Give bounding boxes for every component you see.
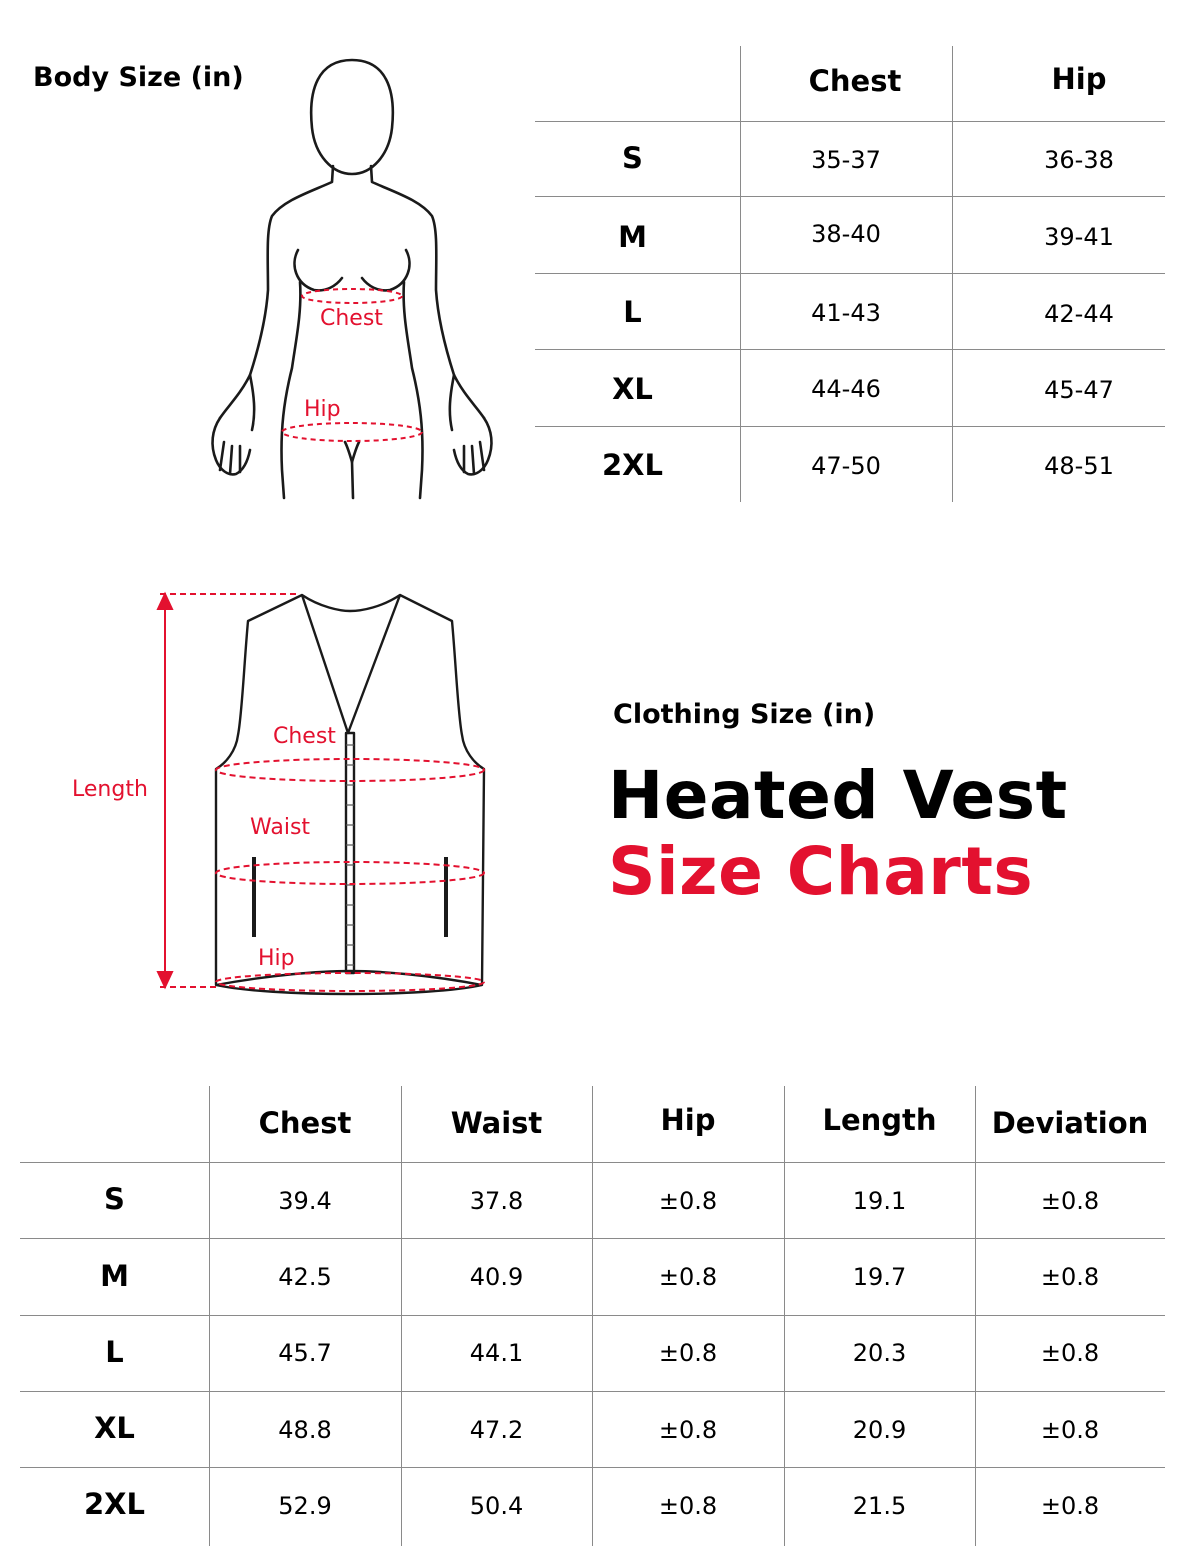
body-figure — [200, 50, 510, 505]
body-cell-chest: 38-40 — [811, 220, 881, 248]
vest-waist-label: Waist — [250, 815, 311, 840]
cloth-cell-hip: ±0.8 — [658, 1416, 718, 1444]
cloth-cell-waist: 44.1 — [469, 1339, 524, 1367]
cloth-row-size: L — [105, 1335, 124, 1369]
cloth-cell-waist: 40.9 — [469, 1263, 524, 1291]
cloth-cell-length: 19.7 — [852, 1263, 907, 1291]
cloth-cell-deviation: ±0.8 — [1040, 1492, 1100, 1520]
cloth-cell-chest: 48.8 — [278, 1416, 332, 1444]
body-cell-chest: 35-37 — [811, 146, 881, 174]
body-row-size: XL — [612, 372, 653, 406]
cloth-cell-deviation: ±0.8 — [1040, 1416, 1100, 1444]
body-cell-hip: 48-51 — [1044, 452, 1114, 480]
cloth-row-size: S — [104, 1182, 125, 1216]
heading-size-charts: Size Charts — [608, 833, 1034, 910]
cloth-cell-chest: 42.5 — [278, 1263, 332, 1291]
cloth-row-size: 2XL — [83, 1487, 146, 1521]
cloth-cell-chest: 39.4 — [278, 1187, 332, 1215]
body-col-chest: Chest — [808, 64, 902, 98]
body-cell-chest: 47-50 — [811, 452, 881, 480]
cloth-col-deviation: Deviation — [991, 1106, 1149, 1140]
cloth-cell-chest: 45.7 — [278, 1339, 332, 1367]
body-cell-chest: 41-43 — [811, 299, 881, 327]
vest-figure — [150, 585, 495, 1005]
cloth-cell-deviation: ±0.8 — [1040, 1263, 1100, 1291]
cloth-cell-deviation: ±0.8 — [1040, 1339, 1100, 1367]
cloth-cell-length: 20.3 — [852, 1339, 907, 1367]
body-cell-hip: 39-41 — [1044, 223, 1114, 251]
heading-heated-vest: Heated Vest — [608, 757, 1068, 834]
cloth-col-hip: Hip — [660, 1103, 716, 1137]
cloth-cell-waist: 47.2 — [469, 1416, 524, 1444]
body-size-title: Body Size (in) — [33, 62, 244, 93]
cloth-cell-waist: 50.4 — [469, 1492, 524, 1520]
body-hip-label: Hip — [304, 397, 341, 422]
vest-hip-label: Hip — [258, 946, 295, 971]
cloth-cell-hip: ±0.8 — [658, 1339, 718, 1367]
body-row-size: M — [618, 220, 647, 254]
cloth-row-size: XL — [94, 1411, 135, 1445]
body-cell-hip: 36-38 — [1044, 146, 1114, 174]
body-row-size: S — [622, 141, 643, 175]
body-chest-label: Chest — [320, 306, 383, 331]
cloth-cell-hip: ±0.8 — [658, 1187, 718, 1215]
cloth-col-waist: Waist — [450, 1106, 543, 1140]
cloth-cell-chest: 52.9 — [278, 1492, 332, 1520]
body-row-size: L — [623, 295, 642, 329]
cloth-col-length: Length — [822, 1103, 937, 1137]
body-col-hip: Hip — [1051, 62, 1107, 96]
body-cell-chest: 44-46 — [811, 375, 881, 403]
cloth-cell-length: 21.5 — [852, 1492, 907, 1520]
cloth-cell-deviation: ±0.8 — [1040, 1187, 1100, 1215]
body-cell-hip: 45-47 — [1044, 376, 1114, 404]
cloth-cell-length: 19.1 — [852, 1187, 907, 1215]
cloth-cell-hip: ±0.8 — [658, 1263, 718, 1291]
cloth-cell-length: 20.9 — [852, 1416, 907, 1444]
body-row-size: 2XL — [601, 448, 664, 482]
cloth-cell-waist: 37.8 — [469, 1187, 524, 1215]
cloth-cell-hip: ±0.8 — [658, 1492, 718, 1520]
vest-chest-label: Chest — [273, 724, 336, 749]
cloth-row-size: M — [100, 1259, 129, 1293]
body-cell-hip: 42-44 — [1044, 300, 1114, 328]
cloth-col-chest: Chest — [258, 1106, 352, 1140]
vest-length-label: Length — [72, 777, 148, 802]
clothing-size-subtitle: Clothing Size (in) — [613, 699, 876, 730]
